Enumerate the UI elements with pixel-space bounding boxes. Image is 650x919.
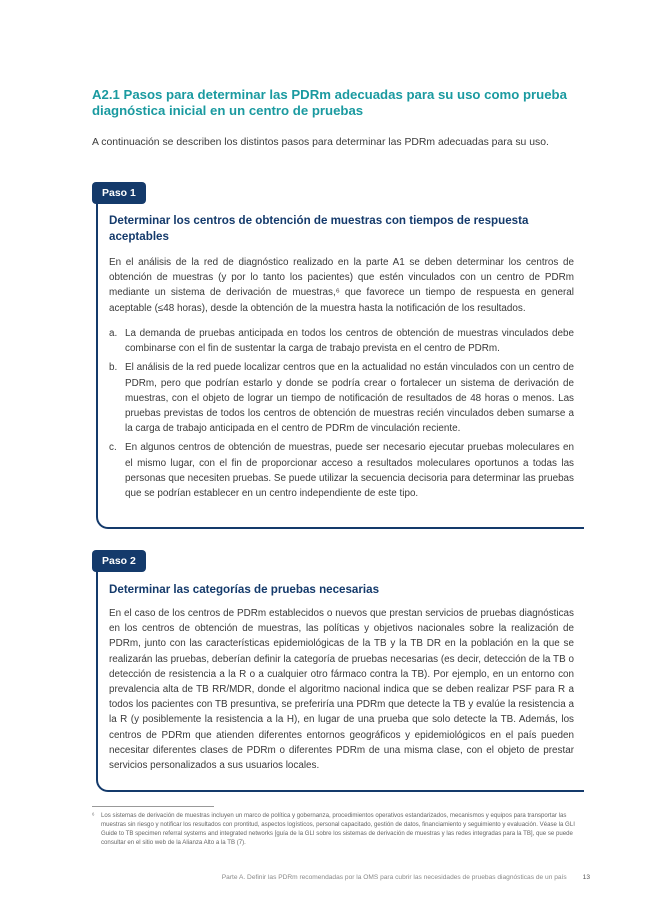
page-footer [222, 874, 590, 881]
list-item-text: En algunos centros de obtención de muestras, puede ser necesario ejecutar pruebas moleculares en el mismo lugar, con el fin de proporcionar acceso a resultados moleculares oportunos a todas las personas que necesiten pruebas. Se puede utilizar la secuencia decisoria para determinar las pruebas que se podrían establecer en un centro independiente de este tipo. [125, 442, 574, 500]
list-item [109, 326, 574, 356]
footnote-divider [92, 806, 214, 807]
list-item [109, 440, 574, 501]
footnote-text: Los sistemas de derivación de muestras incluyen un marco de política y gobernanza, procedimientos operativos estandarizados, mecanismos y equipos para transportar las muestras sin riesgo y notificar los resultados con prontitud, aspectos logísticos, personal capacitado, gestión de datos, financiamiento y seguimiento y evaluación. Véase la GLI Guide to TB specimen referral systems and integrated networks [guía de la GLI sobre los sistemas de derivación de muestras y las redes integradas para la TB], que se puede consultar en el sitio web de la Alianza Alto a la TB (7). [101, 812, 575, 846]
page-number: 13 [582, 874, 590, 881]
footer-text: Parte A. Definir las PDRm recomendadas por la OMS para cubrir las necesidades de pruebas diagnósticas de un país [221, 874, 567, 881]
list-item-marker: b. [109, 362, 118, 374]
intro-paragraph: A continuación se describen los distintos pasos para determinar las PDRm adecuadas para su uso. [92, 137, 549, 148]
paso-2-paragraph: En el caso de los centros de PDRm establecidos o nuevos que prestan servicios de pruebas diagnósticas en los centros de obtención de muestras, las políticas y objetivos nacionales sobre la realización de PDRm, junto con las características epidemiológicas de la TB y la TB DR en la población en la que se realizarán las pruebas, deberían definir la categoría de pruebas necesarias (es decir, detección de la TB o detección de resistencia a la R o a cualquier otro fármaco contra la TB). Por ejemplo, en un entorno con prevalencia alta de TB RR/MDR, donde el algoritmo nacional indica que se deben realizar PSF para R a todos los pacientes con TB presuntiva, se preferiría una PDRm que detecte la TB y evalúe la resistencia a la R (y posiblemente la resistencia a la H), en lugar de una prueba que solo detecte la TB. Además, los centros de PDRm que atienden diferentes entornos geográficos y epidemiológicos en el país pueden necesitar diferentes clases de PDRm o diferentes PDRm de una misma clase, con el objeto de prestar servicios personalizados a sus usuarios locales. [109, 608, 574, 772]
footnote-marker: ⁶ [92, 812, 95, 819]
list-item-marker: c. [109, 442, 117, 454]
list-item-text: La demanda de pruebas anticipada en todos los centros de obtención de muestras vinculados debe combinarse con el fin de sustentar la carga de trabajo prevista en el centro de PDRm. [125, 328, 574, 355]
list-item-marker: a. [109, 328, 118, 339]
paso-1-list [109, 326, 574, 505]
list-item-text: El análisis de la red puede localizar centros que en la actualidad no están vinculados con un centro de PDRm, pero que podrían estarlo y donde se podría crear o fortalecer un sistema de derivación de muestras, con el objeto de lograr un tiempo de notificación de resultados de 48 horas o menos. Las pruebas previstas de todos los centros de obtención de muestras recién vinculados deben sumarse a la carga de trabajo anticipada en el centro de PDRm de vinculación reciente. [125, 362, 574, 435]
paso-1-heading: Determinar los centros de obtención de muestras con tiempos de respuesta aceptables [109, 214, 529, 243]
list-item [109, 360, 574, 436]
paso-1-paragraph: En el análisis de la red de diagnóstico realizado en la parte A1 se deben determinar los centros de obtención de muestras (y por lo tanto los pacientes) que estén vinculados con un centro de PDRm mediante un sistema de derivación de muestras,⁶ que favorece un tiempo de respuesta en general aceptable (≤48 horas), desde la obtención de la muestra hasta la notificación de los resultados. [109, 257, 574, 314]
paso-2-badge: Paso 2 [92, 550, 146, 572]
footnote [92, 811, 582, 847]
paso-1-badge: Paso 1 [92, 182, 146, 204]
paso-2-heading: Determinar las categorías de pruebas necesarias [109, 583, 380, 596]
section-title: A2.1 Pasos para determinar las PDRm adecuadas para su uso como prueba diagnóstica inicial en un centro de pruebas [92, 87, 567, 118]
